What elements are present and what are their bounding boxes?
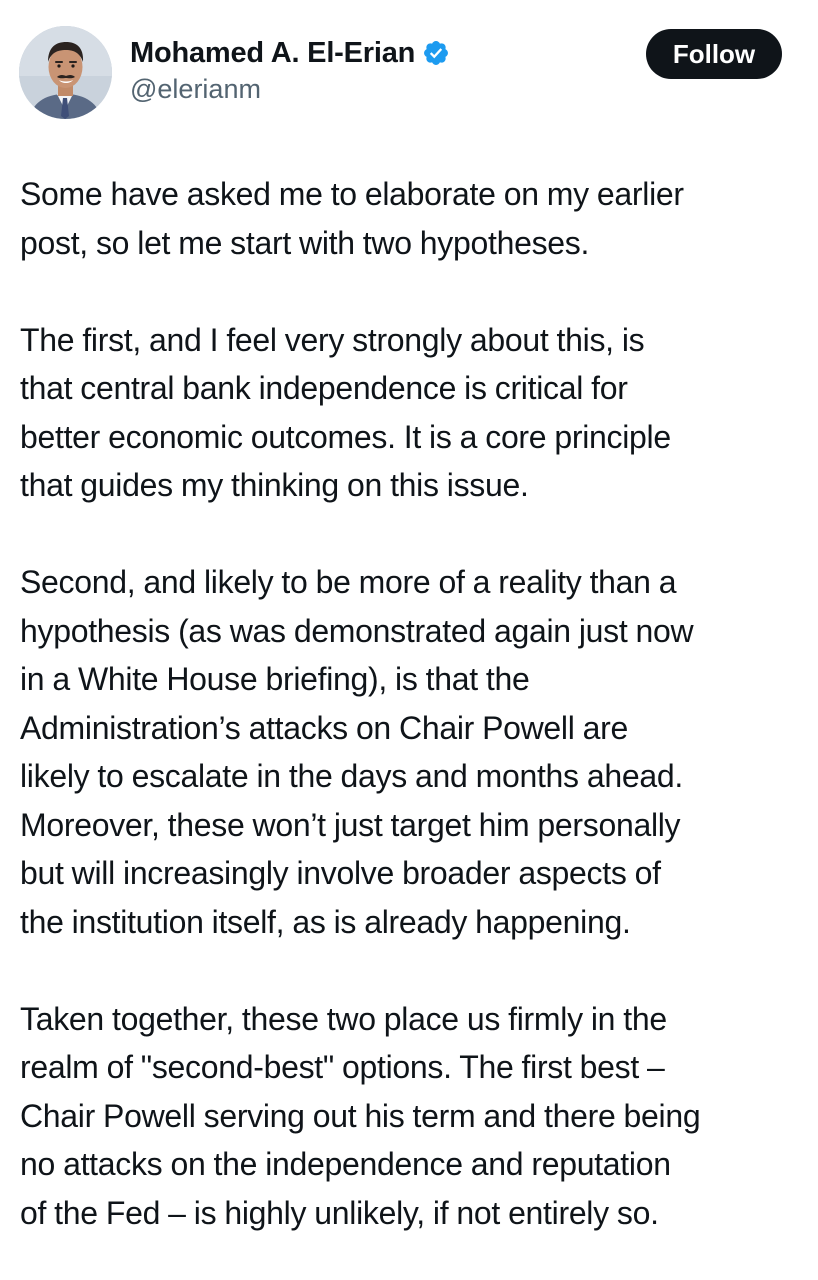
text-line: realm of "second-best" options. The first best – (20, 1049, 665, 1085)
author-handle[interactable]: @elerianm (130, 74, 261, 104)
text-line: better economic outcomes. It is a core principle (20, 418, 671, 455)
tweet-paragraph (20, 170, 810, 267)
text-line: no attacks on the independence and reputation (20, 1146, 671, 1182)
tweet-text (20, 170, 810, 1237)
tweet-paragraph (20, 316, 810, 510)
text-line: Second, and likely to be more of a reality than a (20, 564, 677, 600)
author-name-row (130, 33, 450, 73)
text-line: that guides my thinking on this issue. (20, 467, 529, 503)
text-line: Chair Powell serving out his term and there being (20, 1097, 701, 1134)
avatar-photo (19, 26, 112, 119)
text-line: Moreover, these won’t just target him personally (20, 806, 681, 843)
tweet-paragraph (20, 558, 810, 946)
verified-badge-icon[interactable] (422, 39, 450, 67)
text-line: post, so let me start with two hypotheses. (20, 224, 590, 261)
tweet-header (0, 0, 818, 130)
text-line: Taken together, these two place us firmly in the (20, 1000, 667, 1037)
author-display-name[interactable]: Mohamed A. El-Erian (130, 36, 416, 69)
text-line: hypothesis (as was demonstrated again just now (20, 612, 694, 649)
text-line: of the Fed – is highly unlikely, if not entirely so. (20, 1194, 659, 1231)
tweet-paragraph (20, 995, 810, 1238)
text-line: likely to escalate in the days and months ahead. (20, 758, 683, 794)
text-line: The first, and I feel very strongly about this, is (20, 321, 645, 358)
text-line: that central bank independence is critical for (20, 370, 628, 406)
text-line: the institution itself, as is already happening. (20, 903, 631, 940)
follow-button[interactable]: Follow (646, 29, 782, 79)
avatar[interactable] (19, 26, 112, 119)
text-line: Administration’s attacks on Chair Powell are (20, 709, 628, 746)
text-line: Some have asked me to elaborate on my earlier (20, 176, 684, 212)
text-line: but will increasingly involve broader aspects of (20, 855, 661, 891)
text-line: in a White House briefing), is that the (20, 661, 530, 697)
